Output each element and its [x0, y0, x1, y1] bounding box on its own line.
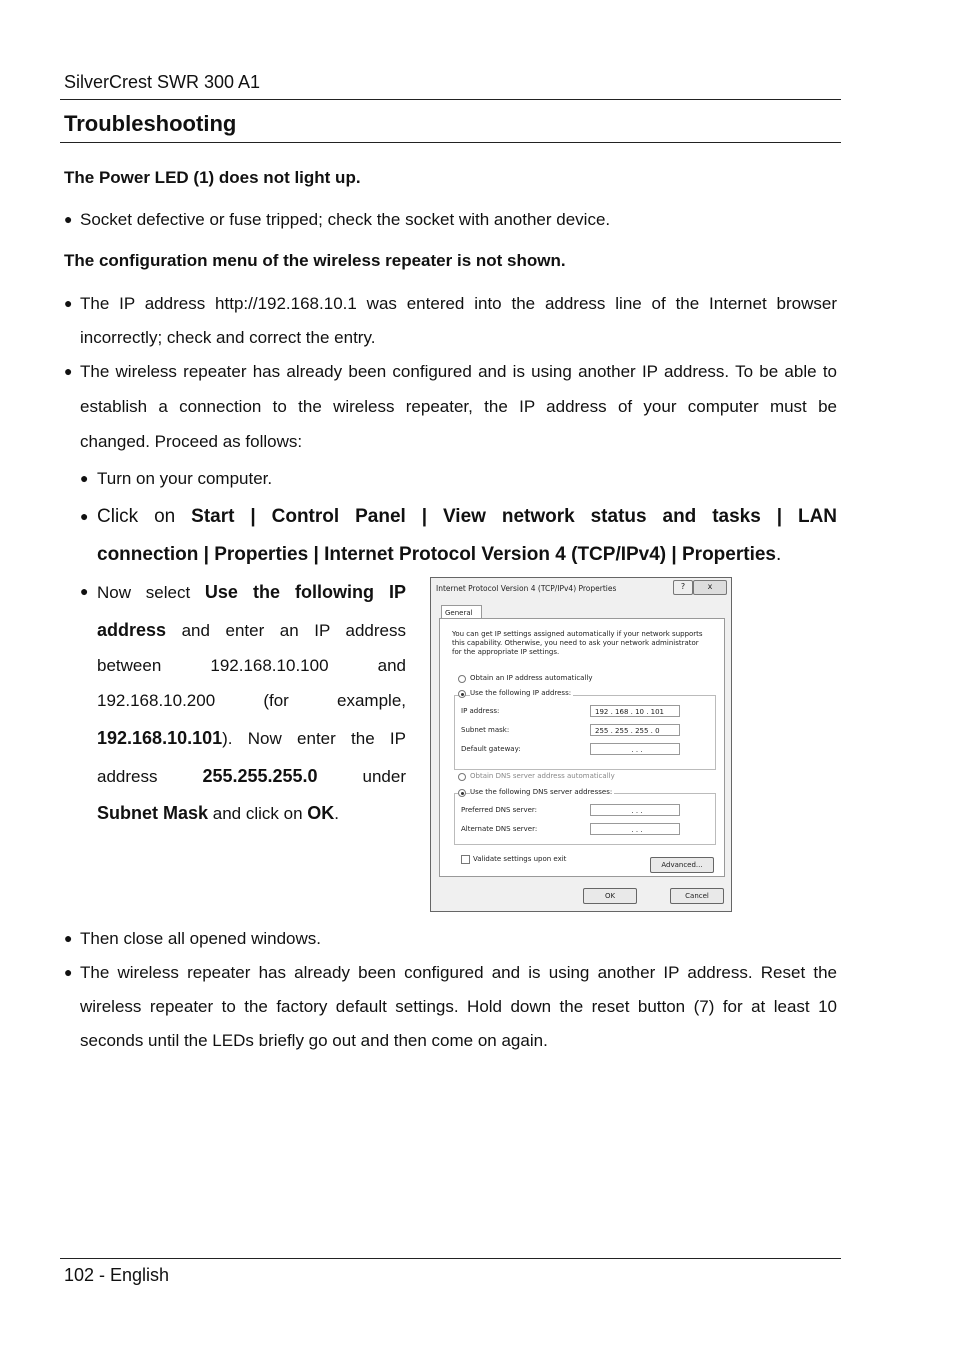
- title-rule: [60, 142, 841, 143]
- default-gateway-label: Default gateway:: [461, 745, 521, 753]
- general-panel: [439, 618, 725, 877]
- running-header: SilverCrest SWR 300 A1: [64, 72, 261, 92]
- validate-checkbox[interactable]: [461, 855, 470, 864]
- issue2-bullet4-line1: The wireless repeater has already been configured and is using another IP address. Reset the: [80, 963, 837, 982]
- sub-step3-line4: 192.168.10.200 (for example,: [97, 691, 406, 710]
- issue2-bullet2-line3: changed. Proceed as follows:: [80, 432, 303, 451]
- tab-general[interactable]: General: [441, 605, 482, 620]
- sub-bullet-icon: ●: [80, 470, 89, 486]
- sub-step3-line1: Now select Use the following IP: [97, 582, 406, 602]
- ok-button[interactable]: OK: [583, 888, 637, 904]
- subnet-mask-field[interactable]: 255 . 255 . 255 . 0: [590, 724, 680, 736]
- bullet-icon: ●: [64, 363, 73, 379]
- ip-address-label: IP address:: [461, 707, 500, 715]
- sub-step2-line2: connection | Properties | Internet Protocol Version 4 (TCP/IPv4) | Properties.: [97, 544, 782, 565]
- use-dns-radio[interactable]: [458, 789, 466, 797]
- auto-ip-radio[interactable]: [458, 675, 466, 683]
- issue2-bullet1-line2: incorrectly; check and correct the entry.: [80, 328, 376, 347]
- section-title: Troubleshooting: [64, 111, 237, 136]
- issue2-bullet4-line3: seconds until the LEDs briefly go out and then come on again.: [80, 1031, 548, 1050]
- advanced-button[interactable]: Advanced...: [650, 857, 714, 873]
- sub-step3-line6: address 255.255.255.0 under: [97, 766, 406, 786]
- sub-step3-line7: Subnet Mask and click on OK.: [97, 803, 340, 823]
- footer-rule: [60, 1258, 841, 1259]
- sub-step1: Turn on your computer.: [97, 469, 273, 488]
- validate-label: Validate settings upon exit: [473, 855, 567, 863]
- bullet-icon: ●: [64, 964, 73, 980]
- auto-dns-radio[interactable]: [458, 773, 466, 781]
- use-dns-label: Use the following DNS server addresses:: [470, 788, 613, 796]
- default-gateway-field[interactable]: . . .: [590, 743, 680, 755]
- intro-line1: You can get IP settings assigned automatically if your network supports: [452, 630, 703, 638]
- header-rule: [60, 99, 841, 100]
- cancel-button[interactable]: Cancel: [670, 888, 724, 904]
- alternate-dns-label: Alternate DNS server:: [461, 825, 538, 833]
- use-ip-label: Use the following IP address:: [470, 689, 572, 697]
- sub-step3-line2: address and enter an IP address: [97, 620, 406, 640]
- issue2-bullet4-line2: wireless repeater to the factory default settings. Hold down the reset button (7) for at least 10: [80, 997, 837, 1016]
- sub-step3-line3: between 192.168.10.100 and: [97, 656, 406, 675]
- sub-step2-line1: Click on Start | Control Panel | View network status and tasks | LAN: [97, 506, 838, 527]
- preferred-dns-field[interactable]: . . .: [590, 804, 680, 816]
- ip-address-field[interactable]: 192 . 168 . 10 . 101: [590, 705, 680, 717]
- auto-dns-label: Obtain DNS server address automatically: [470, 772, 615, 780]
- issue2-bullet3: Then close all opened windows.: [80, 929, 321, 948]
- page-footer: 102 - English: [64, 1265, 170, 1285]
- dns-group: [454, 793, 716, 845]
- auto-ip-label: Obtain an IP address automatically: [470, 674, 593, 682]
- help-button[interactable]: ?: [673, 580, 693, 595]
- sub-step3-line5: 192.168.10.101). Now enter the IP: [97, 728, 406, 748]
- bullet-icon: ●: [64, 211, 73, 227]
- intro-line2: this capability. Otherwise, you need to ask your network administrator: [452, 639, 699, 647]
- issue2-bullet2-line1: The wireless repeater has already been configured and is using another IP address. To be able to: [80, 362, 837, 381]
- intro-line3: for the appropriate IP settings.: [452, 648, 560, 656]
- issue1-heading: The Power LED (1) does not light up.: [64, 168, 361, 187]
- issue2-bullet1-line1: The IP address http://192.168.10.1 was entered into the address line of the Internet browser: [80, 294, 837, 313]
- issue2-bullet2-line2: establish a connection to the wireless repeater, the IP address of your computer must be: [80, 397, 837, 416]
- close-button[interactable]: x: [693, 580, 727, 595]
- issue2-heading: The configuration menu of the wireless repeater is not shown.: [64, 251, 566, 270]
- alternate-dns-field[interactable]: . . .: [590, 823, 680, 835]
- subnet-mask-label: Subnet mask:: [461, 726, 510, 734]
- preferred-dns-label: Preferred DNS server:: [461, 806, 538, 814]
- dialog-title: Internet Protocol Version 4 (TCP/IPv4) Properties: [436, 584, 617, 593]
- sub-bullet-icon: ●: [80, 508, 89, 524]
- bullet-icon: ●: [64, 295, 73, 311]
- use-ip-radio[interactable]: [458, 690, 466, 698]
- bullet-icon: ●: [64, 930, 73, 946]
- sub-bullet-icon: ●: [80, 583, 89, 599]
- tcpip-properties-dialog: [430, 577, 732, 912]
- issue1-bullet: Socket defective or fuse tripped; check the socket with another device.: [80, 210, 611, 229]
